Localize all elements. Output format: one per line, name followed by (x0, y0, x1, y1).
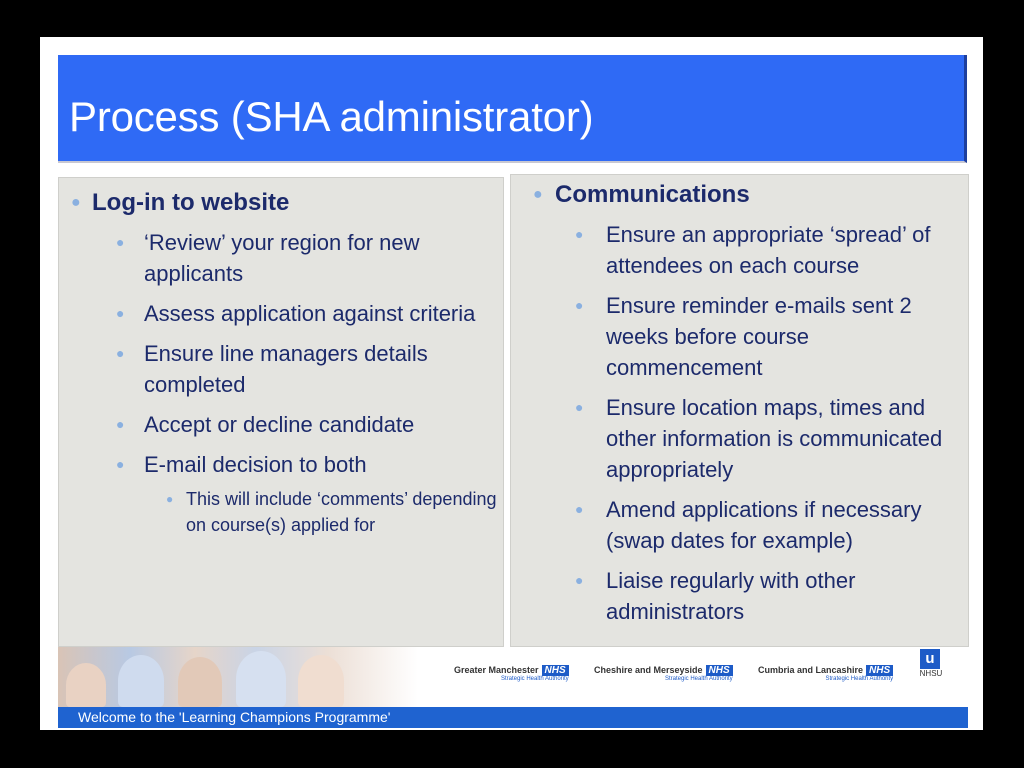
bullet-icon: ● (575, 572, 584, 588)
right-panel (510, 174, 969, 647)
list-item (511, 219, 966, 281)
list-item (59, 298, 499, 329)
bullet-icon: ● (116, 234, 125, 250)
logo-name: Cheshire and Merseyside (594, 665, 703, 675)
bullet-icon: ● (166, 492, 174, 506)
left-heading-item (59, 188, 499, 218)
bullet-icon: ● (116, 456, 125, 472)
bullet-icon: ● (533, 186, 543, 203)
list-item-text: Ensure reminder e-mails sent 2 weeks before course commencement (606, 293, 912, 380)
slide (40, 37, 983, 730)
greater-manchester-logo (454, 665, 569, 682)
nhsu-logo (914, 649, 948, 678)
nhsu-text: NHSU (919, 669, 943, 678)
nhs-badge: NHS (706, 665, 733, 676)
footer-banner (58, 647, 968, 725)
nhsu-mark: u (920, 649, 940, 669)
right-list (511, 180, 966, 627)
right-heading-item (511, 180, 966, 210)
list-item (511, 392, 966, 485)
cumbria-lancashire-logo (758, 665, 893, 682)
list-item-text: Ensure an appropriate ‘spread’ of attendees on each course (606, 222, 931, 278)
list-item (511, 290, 966, 383)
bullet-icon: ● (116, 345, 125, 361)
welcome-text: Welcome to the 'Learning Champions Programme' (78, 709, 391, 725)
bullet-icon: ● (575, 226, 584, 242)
person-photo (178, 657, 222, 707)
list-item-text: ‘Review’ your region for new applicants (144, 230, 420, 286)
list-item (59, 338, 499, 400)
nhs-badge: NHS (866, 665, 893, 676)
list-item (59, 409, 499, 440)
bullet-icon: ● (575, 501, 584, 517)
list-item (59, 227, 499, 289)
list-item (511, 494, 966, 556)
title-bar (58, 55, 967, 163)
right-heading: Communications (555, 181, 750, 208)
welcome-bar (58, 707, 968, 728)
bullet-icon: ● (71, 194, 81, 211)
left-heading: Log-in to website (92, 189, 290, 216)
logo-subtitle: Strategic Health Authority (500, 676, 569, 682)
sub-list-item (59, 486, 499, 538)
person-photo (236, 651, 286, 707)
logo-name: Greater Manchester (454, 665, 539, 675)
list-item-text: Accept or decline candidate (144, 412, 415, 437)
list-item-text: Liaise regularly with other administrators (606, 568, 856, 624)
bullet-icon: ● (575, 399, 584, 415)
list-item-text: Amend applications if necessary (swap dates for example) (606, 497, 922, 553)
left-panel (58, 177, 504, 647)
left-list (59, 188, 499, 538)
list-item (59, 449, 499, 480)
list-item (511, 565, 966, 627)
bullet-icon: ● (116, 305, 125, 321)
person-photo (66, 663, 106, 707)
staff-photo-strip (58, 647, 418, 707)
person-photo (118, 655, 164, 707)
person-photo (298, 655, 344, 707)
sub-list-item-text: This will include ‘comments’ depending on course(s) applied for (186, 489, 497, 535)
list-item-text: Ensure line managers details completed (144, 341, 428, 397)
bullet-icon: ● (575, 297, 584, 313)
bullet-icon: ● (116, 416, 125, 432)
list-item-text: Ensure location maps, times and other information is communicated appropriately (606, 395, 943, 482)
cheshire-merseyside-logo (594, 665, 733, 682)
logo-name: Cumbria and Lancashire (758, 665, 864, 675)
list-item-text: E-mail decision to both (144, 452, 367, 477)
logo-subtitle: Strategic Health Authority (825, 676, 894, 682)
nhs-badge: NHS (542, 665, 569, 676)
slide-title: Process (SHA administrator) (69, 93, 594, 140)
list-item-text: Assess application against criteria (144, 301, 476, 326)
logo-subtitle: Strategic Health Authority (664, 676, 733, 682)
